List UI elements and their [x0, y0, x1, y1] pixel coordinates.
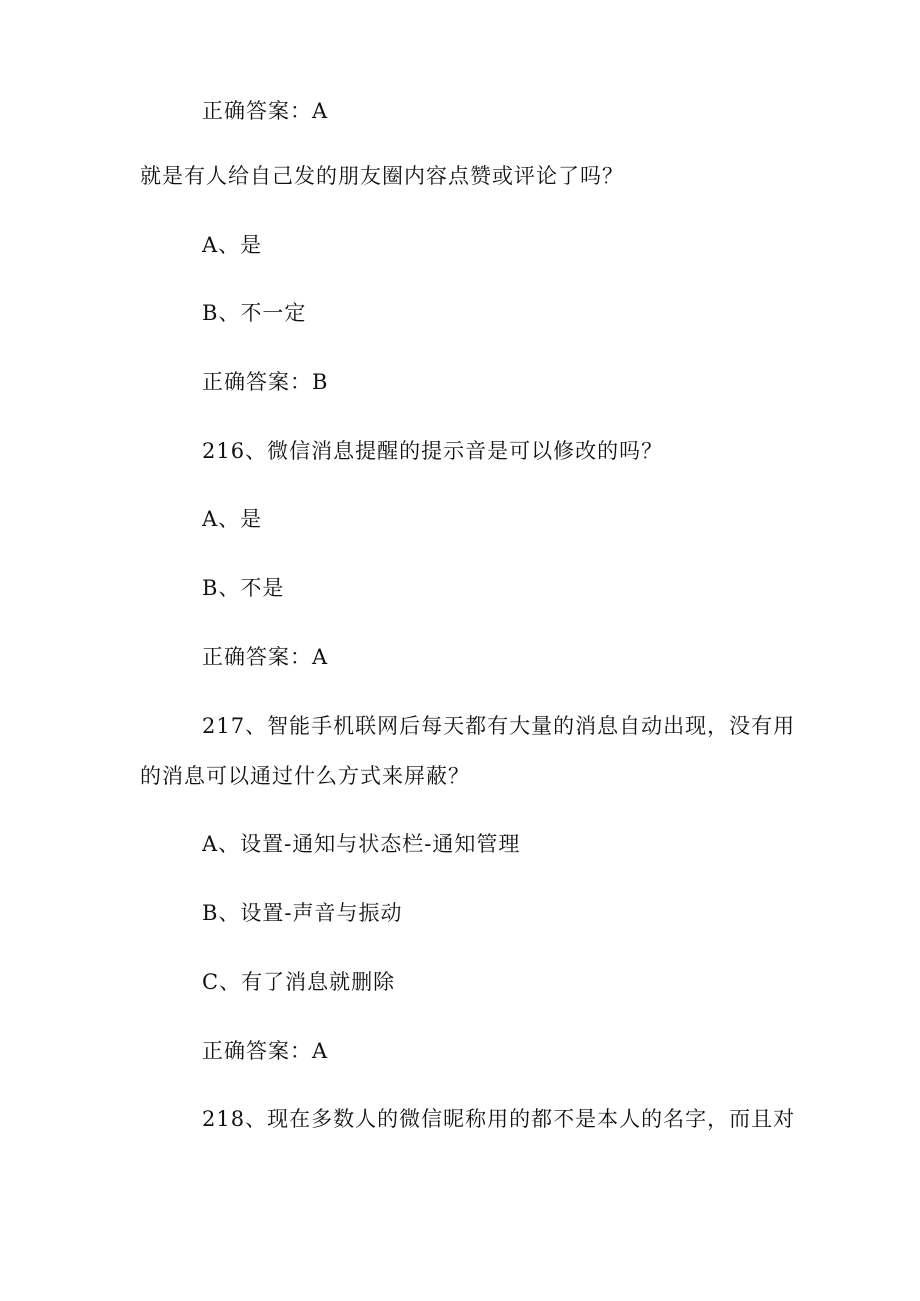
- answer-line: 正确答案：A: [202, 1039, 329, 1063]
- question-217-continuation: 的消息可以通过什么方式来屏蔽？: [140, 764, 470, 788]
- question-218: 218、现在多数人的微信昵称用的都不是本人的名字，而且对: [202, 1107, 796, 1131]
- question-continuation: 就是有人给自己发的朋友圈内容点赞或评论了吗？: [140, 164, 624, 188]
- answer-line: 正确答案：A: [202, 99, 329, 123]
- option-a: A、设置-通知与状态栏-通知管理: [202, 832, 521, 856]
- question-217: 217、智能手机联网后每天都有大量的消息自动出现，没有用: [202, 714, 796, 738]
- answer-line: 正确答案：A: [202, 645, 329, 669]
- option-a: A、是: [202, 233, 263, 257]
- option-b: B、不一定: [202, 301, 307, 325]
- option-c: C、有了消息就删除: [202, 970, 396, 994]
- option-b: B、不是: [202, 576, 285, 600]
- question-216: 216、微信消息提醒的提示音是可以修改的吗？: [202, 439, 664, 463]
- option-a: A、是: [202, 507, 263, 531]
- option-b: B、设置-声音与振动: [202, 901, 403, 925]
- answer-line: 正确答案：B: [202, 370, 329, 394]
